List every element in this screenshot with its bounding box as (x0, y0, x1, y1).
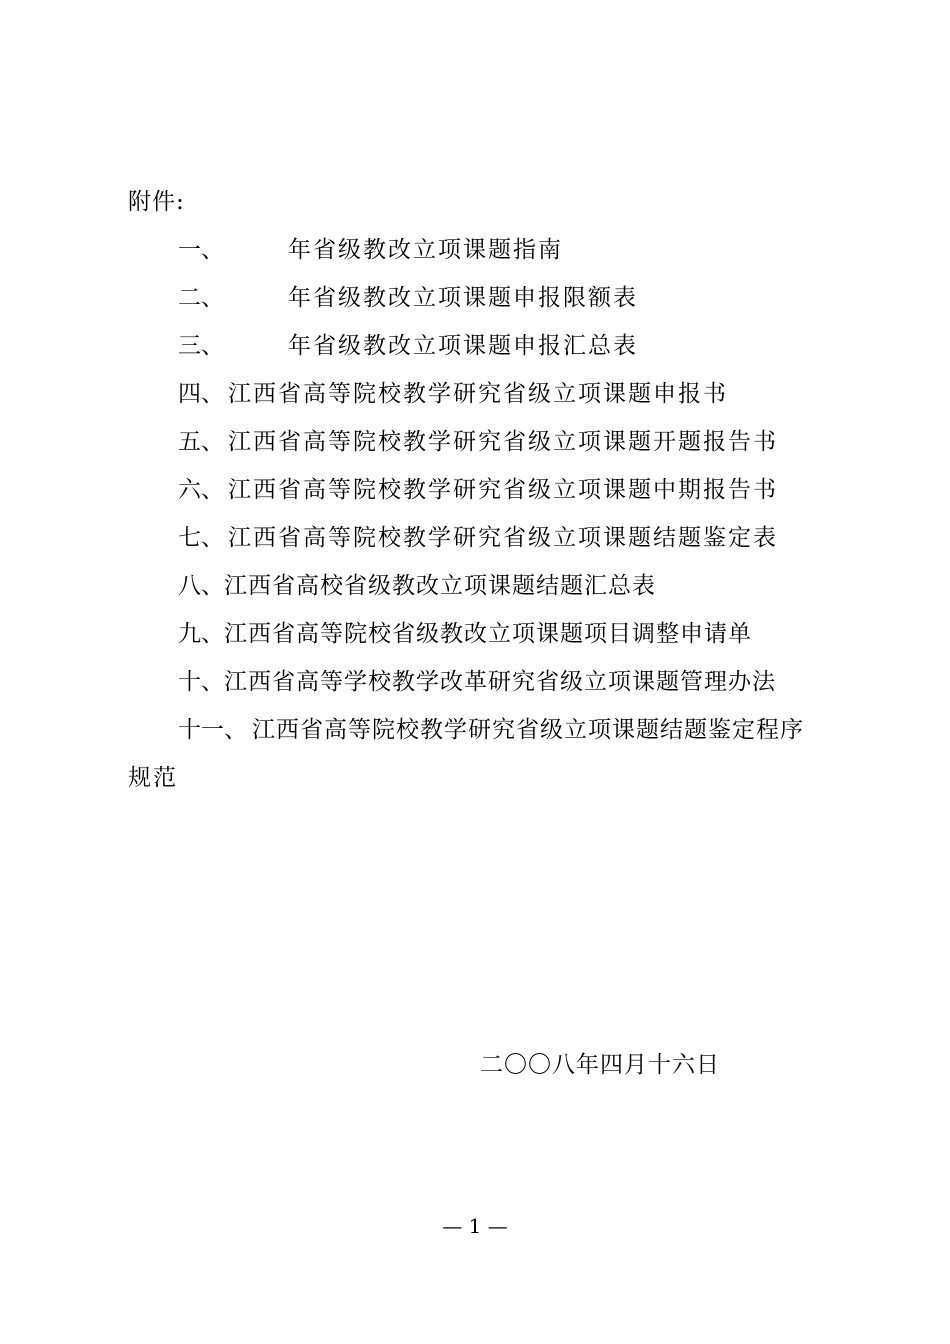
list-item (0, 234, 950, 282)
attachment-heading: 附件: (128, 189, 185, 215)
item-text: 年省级教改立项课题指南 (288, 237, 563, 263)
page-number: — 1 — (442, 1214, 508, 1238)
item-number: 一、 (178, 237, 224, 263)
item-number: 七、 (178, 525, 224, 551)
item-text: 年省级教改立项课题申报汇总表 (288, 333, 638, 359)
item-number: 九、 (178, 621, 224, 647)
item-text: 江西省高等院校省级教改立项课题项目调整申请单 (224, 621, 752, 647)
list-item (0, 282, 950, 330)
item-text: 江西省高等院校教学研究省级立项课题申报书 (228, 381, 728, 407)
list-item (0, 426, 950, 474)
list-item-continuation (0, 762, 950, 802)
list-item (0, 378, 950, 426)
document-date: 二〇〇八年四月十六日 (480, 1052, 720, 1078)
item-number: 三、 (178, 333, 224, 359)
list-item (0, 714, 950, 762)
item-text-continuation: 规范 (128, 765, 178, 791)
item-text: 江西省高等学校教学改革研究省级立项课题管理办法 (224, 669, 776, 695)
list-item (0, 474, 950, 522)
list-item (0, 666, 950, 714)
item-text: 年省级教改立项课题申报限额表 (288, 285, 638, 311)
list-item (0, 570, 950, 618)
item-number: 二、 (178, 285, 224, 311)
item-text: 江西省高等院校教学研究省级立项课题结题鉴定程序 (252, 717, 804, 743)
item-text: 江西省高等院校教学研究省级立项课题结题鉴定表 (228, 525, 778, 551)
item-number: 四、 (178, 381, 224, 407)
item-text: 江西省高等院校教学研究省级立项课题开题报告书 (228, 429, 778, 455)
item-number: 五、 (178, 429, 224, 455)
list-item (0, 618, 950, 666)
attachment-list (0, 234, 950, 802)
item-number: 十一、 (178, 717, 247, 743)
item-number: 六、 (178, 477, 224, 503)
list-item (0, 330, 950, 378)
item-text: 江西省高校省级教改立项课题结题汇总表 (224, 573, 656, 599)
item-text: 江西省高等院校教学研究省级立项课题中期报告书 (228, 477, 778, 503)
list-item (0, 522, 950, 570)
item-number: 十、 (178, 669, 224, 695)
item-number: 八、 (178, 573, 224, 599)
